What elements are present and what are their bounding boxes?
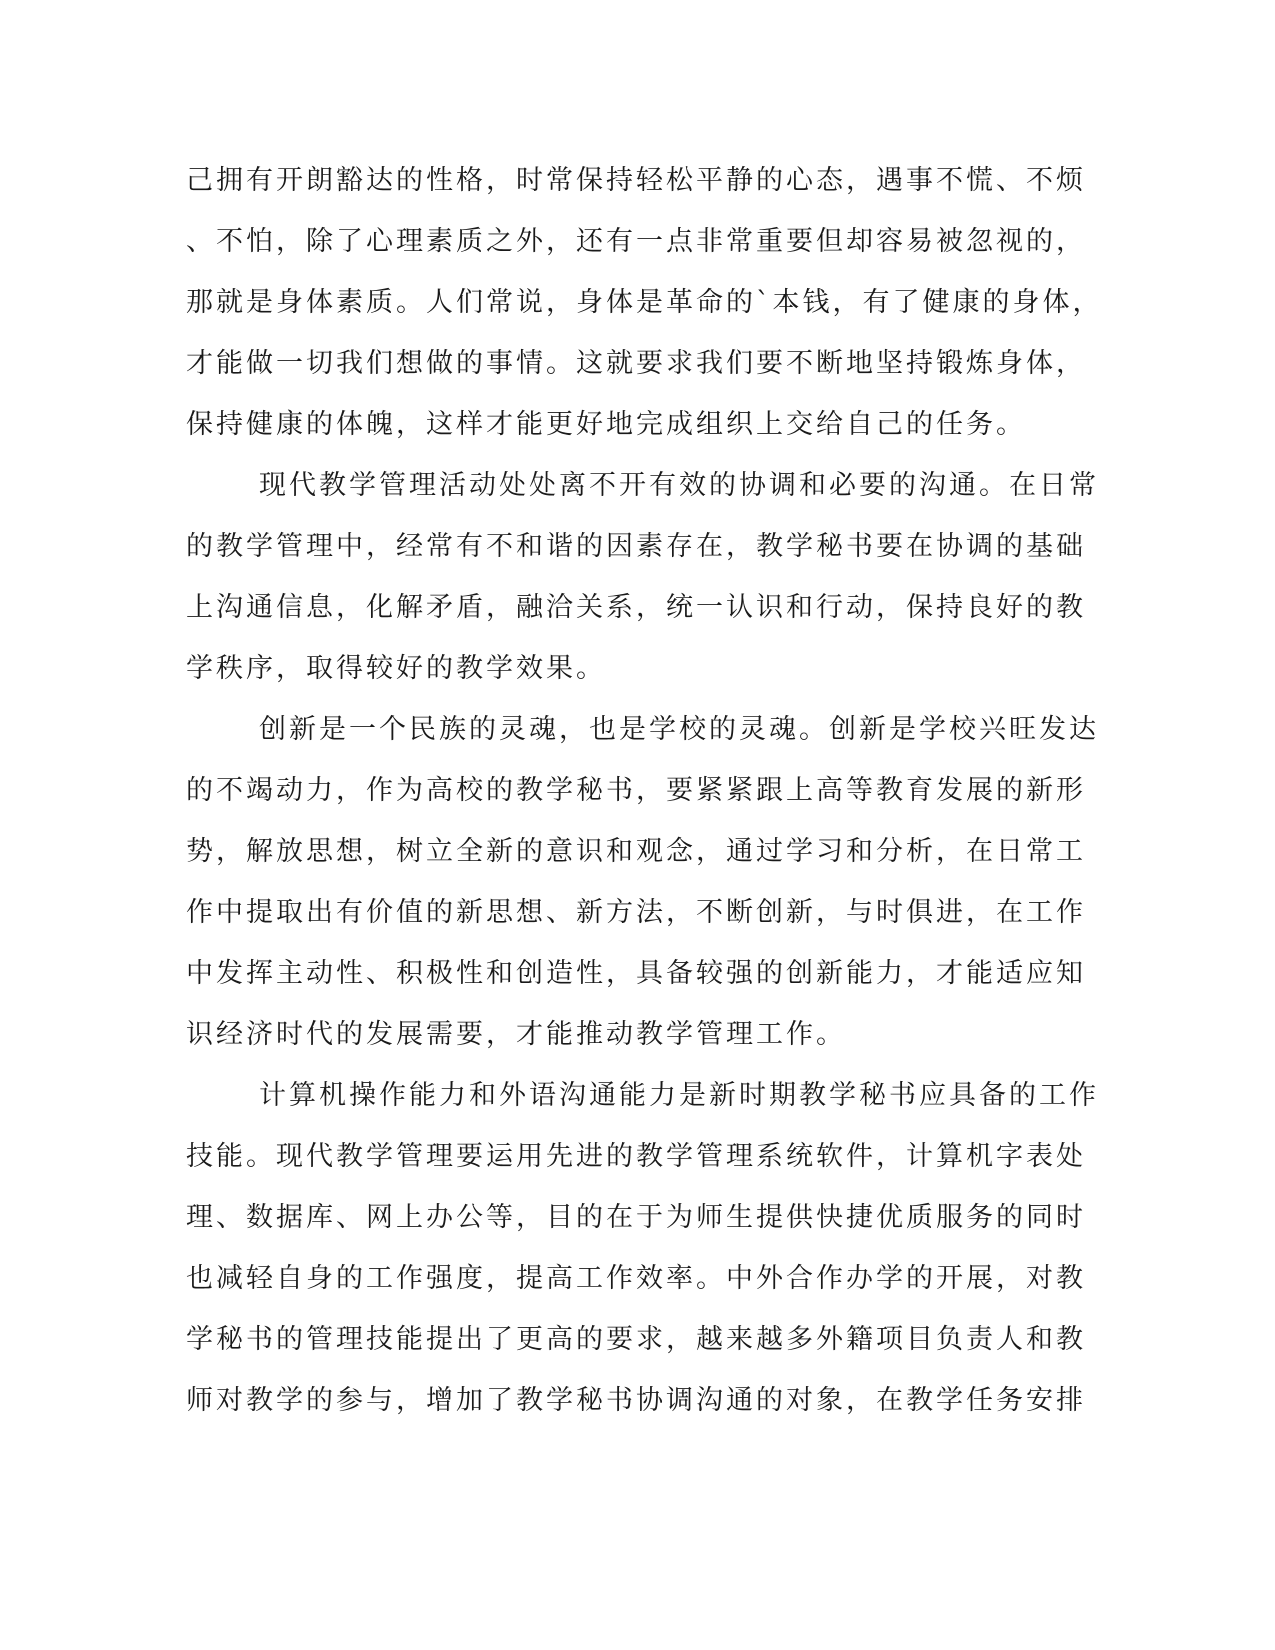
text-line: 上沟通信息，化解矛盾，融洽关系，统一认识和行动，保持良好的教 [186, 592, 1086, 623]
text-line: 师对教学的参与，增加了教学秘书协调沟通的对象，在教学任务安排 [186, 1385, 1086, 1416]
text-line: 保持健康的体魄，这样才能更好地完成组织上交给自己的任务。 [186, 409, 1026, 440]
paragraph-start-line: 计算机操作能力和外语沟通能力是新时期教学秘书应具备的工作 [259, 1080, 1099, 1111]
paragraph-start-line: 创新是一个民族的灵魂，也是学校的灵魂。创新是学校兴旺发达 [259, 714, 1099, 745]
text-line: 的不竭动力，作为高校的教学秘书，要紧紧跟上高等教育发展的新形 [186, 775, 1086, 806]
text-line: 的教学管理中，经常有不和谐的因素存在，教学秘书要在协调的基础 [186, 531, 1086, 562]
text-line: 那就是身体素质。人们常说，身体是革命的`本钱，有了健康的身体， [186, 287, 1103, 318]
body-text [186, 160, 1103, 1441]
text-line: 学秩序，取得较好的教学效果。 [186, 653, 606, 684]
text-line: 己拥有开朗豁达的性格，时常保持轻松平静的心态，遇事不慌、不烦 [186, 165, 1086, 196]
text-line: 也减轻自身的工作强度，提高工作效率。中外合作办学的开展，对教 [186, 1263, 1086, 1294]
text-line: 理、数据库、网上办公等，目的在于为师生提供快捷优质服务的同时 [186, 1202, 1086, 1233]
text-line: 识经济时代的发展需要，才能推动教学管理工作。 [186, 1019, 846, 1050]
text-line: 作中提取出有价值的新思想、新方法，不断创新，与时俱进，在工作 [186, 897, 1086, 928]
text-line: 技能。现代教学管理要运用先进的教学管理系统软件，计算机字表处 [186, 1141, 1086, 1172]
text-line: 、不怕，除了心理素质之外，还有一点非常重要但却容易被忽视的， [186, 226, 1086, 257]
text-line: 中发挥主动性、积极性和创造性，具备较强的创新能力，才能适应知 [186, 958, 1086, 989]
text-line: 势，解放思想，树立全新的意识和观念，通过学习和分析，在日常工 [186, 836, 1086, 867]
paragraph-start-line: 现代教学管理活动处处离不开有效的协调和必要的沟通。在日常 [259, 470, 1099, 501]
text-line: 才能做一切我们想做的事情。这就要求我们要不断地坚持锻炼身体， [186, 348, 1086, 379]
text-line: 学秘书的管理技能提出了更高的要求，越来越多外籍项目负责人和教 [186, 1324, 1086, 1355]
